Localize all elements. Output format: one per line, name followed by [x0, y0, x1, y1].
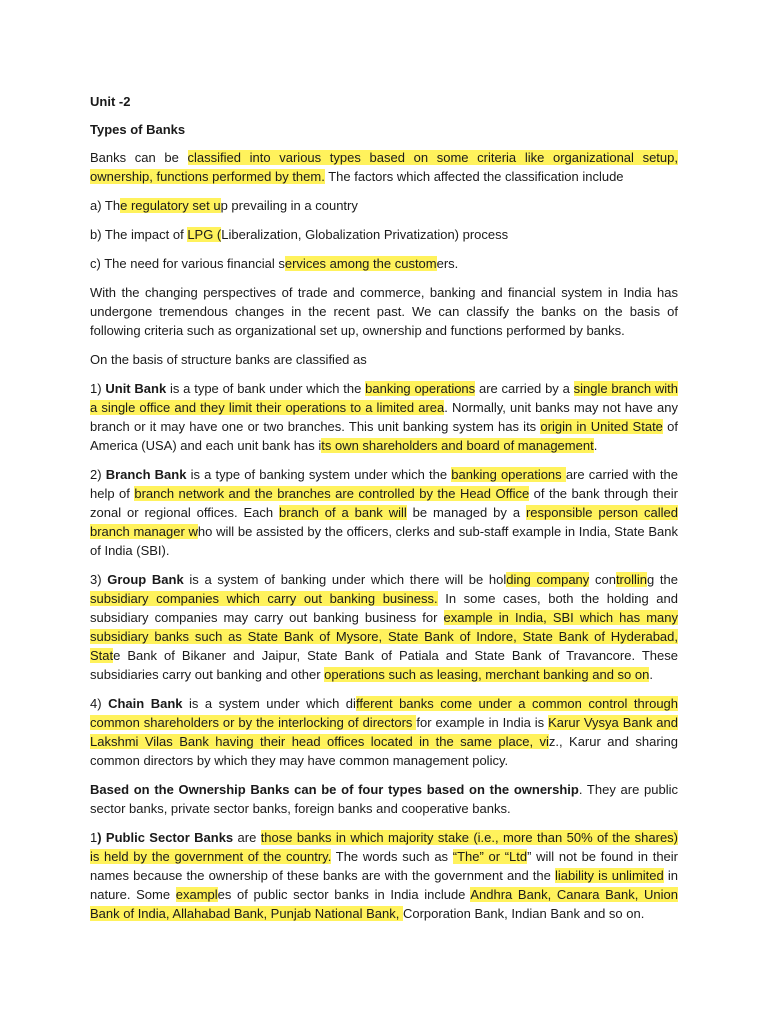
- highlighted-text: fferent banks come under a common control through common shareholders or by the interlocking of directors: [90, 696, 679, 730]
- text-run: .: [649, 667, 653, 682]
- text-run: 1: [90, 830, 98, 845]
- text-run: 4): [90, 696, 109, 711]
- paragraph-perspectives: [90, 283, 678, 340]
- text-run: ers.: [436, 256, 459, 271]
- paragraph-chain-bank: [90, 694, 678, 770]
- bold-text: Group Bank: [107, 572, 184, 587]
- highlighted-text: LPG (: [187, 227, 222, 242]
- text-run: ho will be assisted by the officers, clerks and sub-staff example in India, State Bank of India (SBI).: [90, 524, 679, 558]
- text-run: con: [589, 572, 616, 587]
- highlighted-text: banking operations: [365, 381, 476, 396]
- text-run: 1): [90, 381, 106, 396]
- text-run: a) Th: [90, 198, 121, 213]
- text-run: Corporation Bank, Indian Bank and so on.: [402, 906, 645, 921]
- paragraph-group-bank: [90, 570, 678, 684]
- text-run: . They are public sector banks, private sector banks, foreign banks and cooperative banks.: [90, 782, 678, 816]
- highlighted-text: branch of a bank will: [279, 505, 407, 520]
- paragraph-unit-heading: [90, 92, 678, 111]
- highlighted-text: banking operations: [451, 467, 566, 482]
- highlighted-text: Karur Vysya Bank and Lakshmi Vilas Bank having their head offices located in the same place, vi: [90, 715, 678, 749]
- highlighted-text: ding company: [506, 572, 590, 587]
- text-run: is a system under which di: [182, 696, 356, 711]
- highlighted-text: classified into various types based on some criteria like organizational setup, ownership, functions performed by them.: [90, 150, 678, 184]
- paragraph-branch-bank: [90, 465, 678, 560]
- highlighted-text: example in India, SBI which has many subsidiary banks such as State Bank of Mysore, State Bank of Indore, State Bank of Hyderabad, Stat: [90, 610, 678, 663]
- paragraph-intro: [90, 148, 678, 186]
- highlighted-text: those banks in which majority stake (i.e., more than 50% of the shares) is held by the government of the country.: [90, 830, 679, 864]
- text-run: 3): [90, 572, 108, 587]
- paragraph-factor-b: [90, 225, 678, 244]
- highlighted-text: branch network and the branches are controlled by the Head Office: [134, 486, 530, 501]
- bold-text: Chain Bank: [108, 696, 183, 711]
- paragraph-factor-c: [90, 254, 678, 273]
- text-run: . Normally, unit banks may not have any branch or it may have one or two branches. This unit banking system has its: [90, 400, 678, 434]
- text-run: Banks can be: [90, 150, 188, 165]
- highlighted-text: liability is unlimited: [555, 868, 664, 883]
- paragraph-ownership-intro: [90, 780, 678, 818]
- text-run: in nature. Some: [90, 868, 678, 902]
- text-run: p prevailing in a country: [220, 198, 358, 213]
- text-run: With the changing perspectives of trade and commerce, banking and financial system in India has undergone tremendous changes in the recent past. We can classify the banks on the basis of following criteria such as organizational set up, ownership and functions performed by banks.: [90, 285, 678, 338]
- text-run: e Bank of Bikaner and Jaipur, State Bank of Patiala and State Bank of Travancore. These subsidiaries carry out banking and other: [90, 648, 678, 682]
- text-run: Unit -2: [90, 94, 131, 109]
- text-run: Types of Banks: [90, 122, 186, 137]
- highlighted-text: ervices among the custom: [284, 256, 437, 271]
- text-run: .: [593, 438, 598, 453]
- paragraph-structure-intro: [90, 350, 678, 369]
- bold-text: Based on the Ownership Banks can be of four types based on the ownership: [90, 782, 579, 797]
- text-run: for example in India is: [416, 715, 549, 730]
- text-run: 2): [90, 467, 106, 482]
- text-run: are: [233, 830, 261, 845]
- text-run: Liberalization, Globalization Privatization) process: [221, 227, 509, 242]
- paragraph-section-heading: [90, 120, 678, 139]
- text-run: The words such as: [331, 849, 453, 864]
- text-run: are carried with the help of: [90, 467, 678, 501]
- text-run: g the: [647, 572, 678, 587]
- text-run: is a type of bank under which the: [166, 381, 366, 396]
- bold-text: ) Public Sector Banks: [97, 830, 234, 845]
- highlighted-text: Andhra Bank, Canara Bank, Union Bank of India, Allahabad Bank, Punjab National Bank,: [90, 887, 678, 921]
- bold-text: Branch Bank: [105, 467, 187, 482]
- highlighted-text: exampl: [175, 887, 218, 902]
- text-run: In some cases, both the holding and subsidiary companies may carry out banking business for: [90, 591, 678, 625]
- text-run: of the bank through their zonal or regional offices. Each: [90, 486, 678, 520]
- text-run: The factors which affected the classification include: [324, 169, 624, 184]
- text-run: c) The need for various financial s: [90, 256, 285, 271]
- highlighted-text: e regulatory set u: [120, 198, 221, 213]
- text-run: of America (USA) and each unit bank has i: [90, 419, 678, 453]
- highlighted-text: ts own shareholders and board of management: [321, 438, 594, 453]
- text-run: z., Karur and sharing common directors by which they may have common management policy.: [90, 734, 678, 768]
- highlighted-text: origin in United State: [540, 419, 663, 434]
- highlighted-text: operations such as leasing, merchant banking and so on: [324, 667, 650, 682]
- highlighted-text: responsible person called branch manager w: [90, 505, 678, 539]
- text-run: is a system of banking under which there will be hol: [183, 572, 507, 587]
- highlighted-text: trollin: [615, 572, 648, 587]
- text-run: be managed by a: [406, 505, 526, 520]
- text-run: es of public sector banks in India include: [217, 887, 471, 902]
- text-run: ” will not be found in their names because the ownership of these banks are with the government and the: [90, 849, 678, 883]
- text-run: is a type of banking system under which the: [186, 467, 452, 482]
- paragraph-unit-bank: [90, 379, 678, 455]
- bold-text: Unit Bank: [105, 381, 167, 396]
- highlighted-text: subsidiary companies which carry out banking business.: [90, 591, 438, 606]
- text-run: are carried by a: [475, 381, 574, 396]
- highlighted-text: single branch with a single office and they limit their operations to a limited area: [90, 381, 679, 415]
- text-run: On the basis of structure banks are classified as: [90, 352, 367, 367]
- paragraph-factor-a: [90, 196, 678, 215]
- paragraph-public-sector: [90, 828, 678, 923]
- text-run: b) The impact of: [90, 227, 188, 242]
- highlighted-text: “The” or “Ltd: [452, 849, 528, 864]
